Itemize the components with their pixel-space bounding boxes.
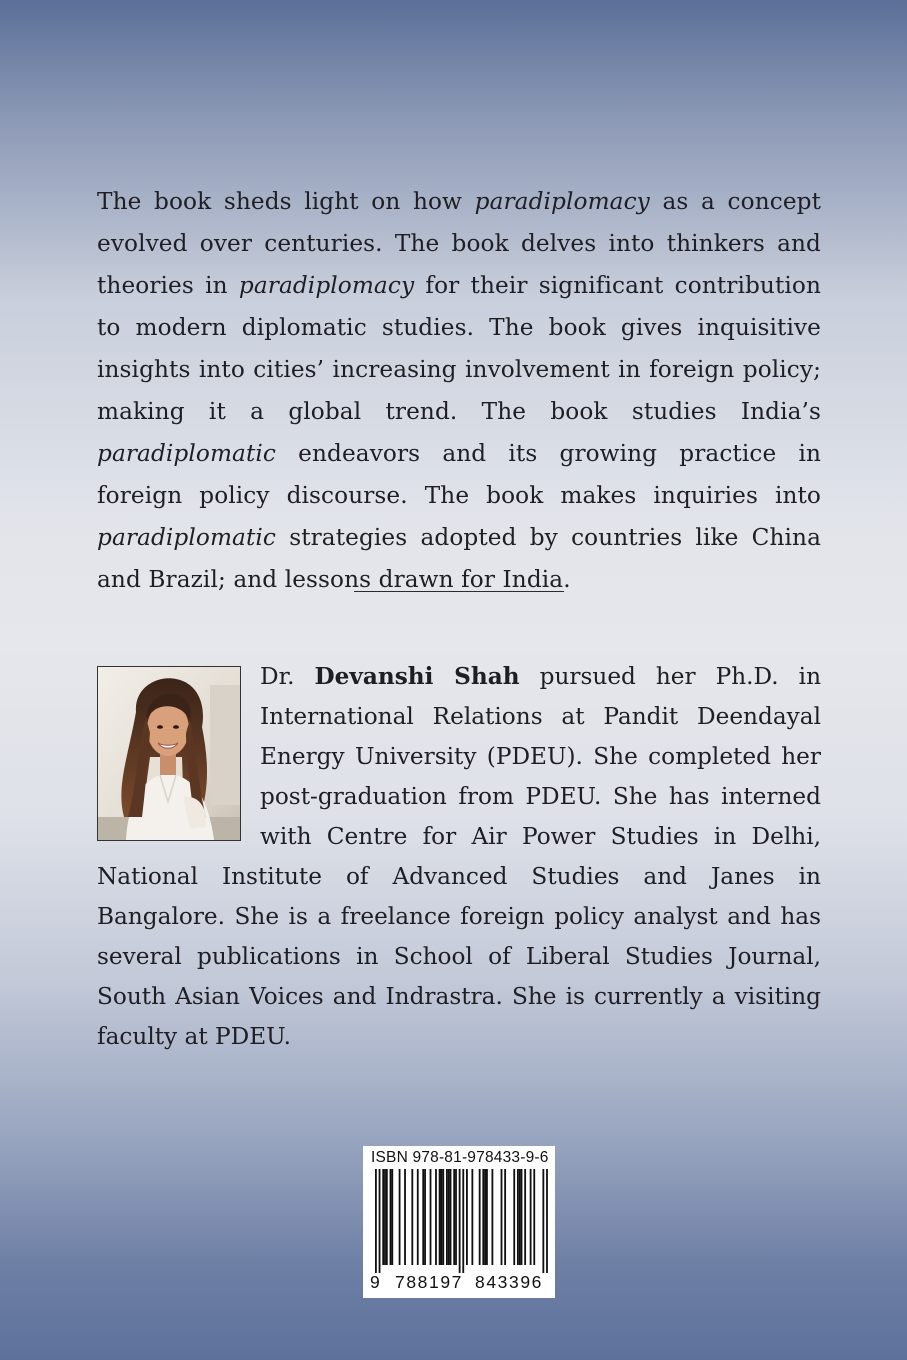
barcode-bar bbox=[533, 1169, 535, 1265]
barcode-bar bbox=[448, 1169, 450, 1265]
barcode-bar bbox=[450, 1169, 452, 1265]
barcode-bar bbox=[484, 1169, 486, 1265]
blurb-segment-italic: paradiplomatic bbox=[97, 440, 276, 467]
ean-first-digit: 9 bbox=[370, 1272, 382, 1292]
barcode-bar bbox=[446, 1169, 448, 1265]
barcode-guard-bar bbox=[375, 1169, 377, 1273]
barcode-bar bbox=[430, 1169, 432, 1265]
ean-right-group: 843396 bbox=[475, 1272, 543, 1292]
author-bio-text: pursued her Ph.D. in International Relations at Pandit Deendayal Energy University (PDEU). She completed her post-graduation from PDEU. She has interned with Centre for Air Power Studies in Delhi, National Institute of Advanced Studies and Janes in Bangalore. She is a freelance foreign policy analyst and has several publications in School of Liberal Studies Journal, South Asian Voices and Indrastra. She is currently a visiting faculty at PDEU. bbox=[97, 663, 821, 1050]
barcode-bar bbox=[422, 1169, 424, 1265]
barcode-bar bbox=[382, 1169, 384, 1265]
ean-left-group: 788197 bbox=[395, 1272, 463, 1292]
barcode-bar bbox=[384, 1169, 386, 1265]
barcode-bar bbox=[391, 1169, 393, 1265]
author-name: Devanshi Shah bbox=[314, 663, 520, 690]
ean-digits bbox=[369, 1272, 553, 1294]
barcode-bar bbox=[417, 1169, 419, 1265]
blurb-segment-italic: paradiplomacy bbox=[238, 272, 415, 299]
barcode-bar bbox=[471, 1169, 473, 1265]
barcode-bar bbox=[517, 1169, 519, 1265]
blurb-segment: endeavors and its growing practice in foreign policy discourse. The book makes inquiries into bbox=[97, 440, 821, 509]
barcode-bar bbox=[519, 1169, 521, 1265]
barcode-bar bbox=[411, 1169, 413, 1265]
barcode-bar bbox=[521, 1169, 523, 1265]
barcode-bar bbox=[513, 1169, 515, 1265]
section-divider bbox=[354, 591, 564, 592]
book-blurb bbox=[97, 181, 821, 601]
barcode-bar bbox=[501, 1169, 503, 1265]
blurb-segment: strategies adopted by countries like China and Brazil; and lessons drawn for India. bbox=[97, 524, 821, 593]
blurb-segment-italic: paradiplomacy bbox=[474, 188, 650, 215]
barcode-bar bbox=[424, 1169, 426, 1265]
barcode-guard-bar bbox=[542, 1169, 544, 1273]
blurb-segment-italic: paradiplomatic bbox=[97, 524, 276, 551]
barcode-guard-bar bbox=[459, 1169, 461, 1273]
author-bio bbox=[97, 657, 821, 1057]
barcode-bar bbox=[455, 1169, 457, 1265]
barcode-bar bbox=[439, 1169, 441, 1265]
barcode-bar bbox=[442, 1169, 444, 1265]
barcode-bar bbox=[399, 1169, 401, 1265]
barcode-bar bbox=[482, 1169, 484, 1265]
barcode-bar bbox=[386, 1169, 388, 1265]
barcode-bar bbox=[435, 1169, 437, 1265]
author-prefix: Dr. bbox=[260, 663, 315, 690]
blurb-segment: The book sheds light on how bbox=[97, 188, 475, 215]
blurb-segment: for their significant contribution to modern diplomatic studies. The book gives inquisitive insights into cities’ increasing involvement in foreign policy; making it a global trend. The book studies India’s bbox=[97, 272, 821, 425]
barcode-bar bbox=[404, 1169, 406, 1265]
barcode-bar bbox=[453, 1169, 455, 1265]
barcode-bar bbox=[390, 1169, 392, 1265]
barcode-bar bbox=[530, 1169, 532, 1265]
barcode-bar bbox=[504, 1169, 506, 1265]
barcode-bar bbox=[486, 1169, 488, 1265]
barcode-guard-bar bbox=[546, 1169, 548, 1273]
barcode-bar bbox=[479, 1169, 481, 1265]
isbn-label: ISBN 978-81-978433-9-6 bbox=[371, 1149, 549, 1166]
barcode-bar bbox=[441, 1169, 443, 1265]
barcode-bar bbox=[524, 1169, 526, 1265]
barcode-bars bbox=[369, 1169, 553, 1273]
barcode-bar bbox=[466, 1169, 468, 1265]
barcode-bar bbox=[491, 1169, 493, 1265]
barcode-guard-bar bbox=[379, 1169, 381, 1273]
blurb-segment: as a concept evolved over centuries. The book delves into thinkers and theories in bbox=[97, 188, 821, 299]
isbn-barcode bbox=[363, 1146, 555, 1298]
barcode-guard-bar bbox=[462, 1169, 464, 1273]
